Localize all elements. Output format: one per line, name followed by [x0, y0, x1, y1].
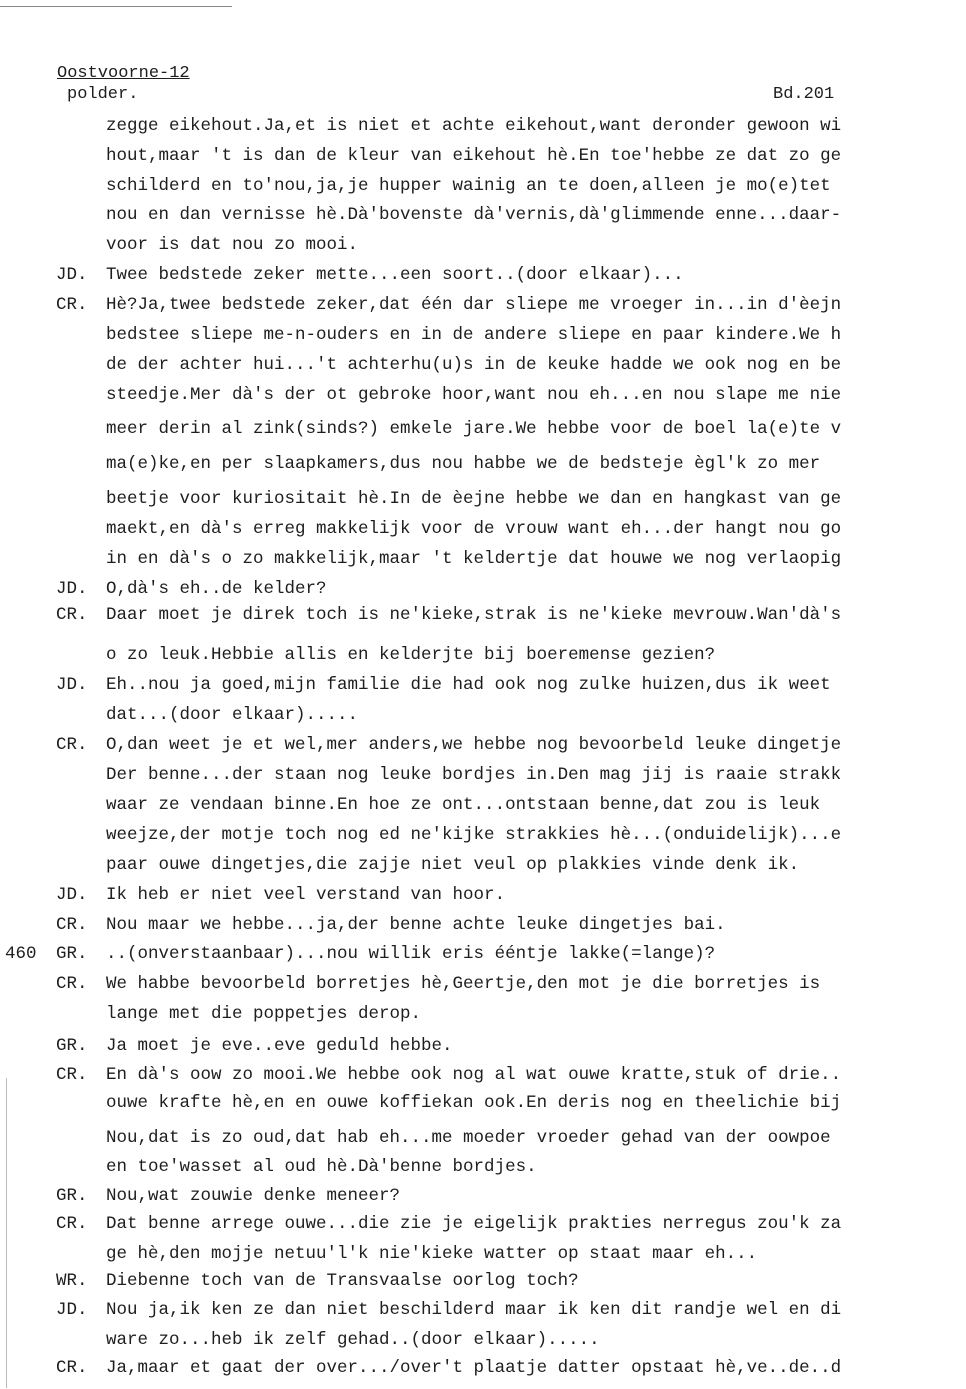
transcript-line [0, 1127, 966, 1149]
transcript-line [0, 704, 966, 726]
transcript-line [0, 324, 966, 346]
utterance-text: maekt,en dà's erreg makkelijk voor de vrouw want eh...der hangt nou go [106, 519, 842, 539]
transcript-line [0, 794, 966, 816]
utterance-text: Diebenne toch van de Transvaalse oorlog toch? [106, 1271, 579, 1291]
transcript-line [0, 854, 966, 876]
utterance-text: en toe'wasset al oud hè.Dà'benne bordjes. [106, 1157, 537, 1177]
utterance-text: in en dà's o zo makkelijk,maar 't keldertje dat houwe we nog verlaopig [106, 549, 842, 569]
speaker-label: CR. [56, 1358, 88, 1378]
transcript-line [0, 1357, 966, 1379]
page-reference: Bd.201 [773, 85, 835, 104]
utterance-text: ge hè,den mojje netuu'l'k nie'kieke watter op staat maar eh... [106, 1244, 758, 1264]
speaker-label: CR. [56, 605, 88, 625]
utterance-text: voor is dat nou zo mooi. [106, 235, 359, 255]
speaker-label: CR. [56, 915, 88, 935]
transcript-line [0, 943, 966, 965]
transcript-line [0, 1064, 966, 1086]
transcript-line [0, 1003, 966, 1025]
sublocation-heading: polder. [67, 85, 139, 104]
utterance-text: Nou maar we hebbe...ja,der benne achte leuke dingetjes bai. [106, 915, 726, 935]
utterance-text: Nou,dat is zo oud,dat hab eh...me moeder vroeder gehad van der oowpoe [106, 1128, 831, 1148]
transcript-line [0, 1243, 966, 1265]
transcript-line [0, 354, 966, 376]
speaker-label: GR. [56, 944, 88, 964]
transcript-line [0, 115, 966, 137]
utterance-text: meer derin al zink(sinds?) emkele jare.We hebbe voor de boel la(e)te v [106, 419, 842, 439]
transcript-line [0, 1213, 966, 1235]
utterance-text: Ja,maar et gaat der over.../over't plaatje datter opstaat hè,ve..de..d [106, 1358, 842, 1378]
speaker-label: CR. [56, 974, 88, 994]
utterance-text: lange met die poppetjes derop. [106, 1004, 422, 1024]
utterance-text: Ik heb er niet veel verstand van hoor. [106, 885, 506, 905]
transcript-line [0, 914, 966, 936]
utterance-text: de der achter hui...'t achterhu(u)s in de keuke hadde we ook nog en be [106, 355, 842, 375]
transcript-line [0, 234, 966, 256]
utterance-text: ma(e)ke,en per slaapkamers,dus nou habbe we de bedsteje ègl'k zo mer [106, 454, 821, 474]
utterance-text: o zo leuk.Hebbie allis en kelderjte bij boeremense gezien? [106, 645, 716, 665]
transcript-line [0, 1329, 966, 1351]
utterance-text: bedstee sliepe me-n-ouders en in de andere sliepe en paar kindere.We h [106, 325, 842, 345]
utterance-text: ouwe krafte hè,en en ouwe koffiekan ook.En deris nog en theelichie bij [106, 1093, 842, 1113]
utterance-text: paar ouwe dingetjes,die zajje niet veul op plakkies vinde denk ik. [106, 855, 800, 875]
transcript-line [0, 1299, 966, 1321]
transcript-line [0, 204, 966, 226]
utterance-text: Twee bedstede zeker mette...een soort..(door elkaar)... [106, 265, 684, 285]
transcript-line [0, 1185, 966, 1207]
transcript-line [0, 145, 966, 167]
utterance-text: schilderd en to'nou,ja,je hupper wainig an te doen,alleen je mo(e)tet [106, 176, 831, 196]
transcript-line [0, 734, 966, 756]
transcript-line [0, 1035, 966, 1057]
speaker-label: JD. [56, 1300, 88, 1320]
transcript-line [0, 644, 966, 666]
transcript-line [0, 604, 966, 626]
utterance-text: Daar moet je direk toch is ne'kieke,strak is ne'kieke mevrouw.Wan'dà's [106, 605, 842, 625]
utterance-text: O,dà's eh..de kelder? [106, 579, 327, 599]
utterance-text: zegge eikehout.Ja,et is niet et achte eikehout,want deronder gewoon wi [106, 116, 842, 136]
speaker-label: CR. [56, 295, 88, 315]
line-number: 460 [5, 944, 37, 964]
transcript-line [0, 384, 966, 406]
utterance-text: beetje voor kuriositait hè.In de èejne hebbe we dan en hangkast van ge [106, 489, 842, 509]
transcript-line [0, 578, 966, 600]
speaker-label: WR. [56, 1271, 88, 1291]
utterance-text: En dà's oow zo mooi.We hebbe ook nog al wat ouwe kratte,stuk of drie.. [106, 1065, 842, 1085]
transcript-line [0, 884, 966, 906]
transcript-line [0, 488, 966, 510]
top-rule [0, 6, 232, 7]
utterance-text: Nou,wat zouwie denke meneer? [106, 1186, 401, 1206]
transcript-line [0, 824, 966, 846]
speaker-label: CR. [56, 1214, 88, 1234]
transcript-line [0, 453, 966, 475]
transcript-line [0, 294, 966, 316]
transcript-line [0, 1156, 966, 1178]
utterance-text: Hè?Ja,twee bedstede zeker,dat één dar sliepe me vroeger in...in d'èejn [106, 295, 842, 315]
transcript-line [0, 1092, 966, 1114]
speaker-label: CR. [56, 735, 88, 755]
transcript-line [0, 674, 966, 696]
speaker-label: JD. [56, 579, 88, 599]
transcript-line [0, 518, 966, 540]
utterance-text: waar ze vendaan binne.En hoe ze ont...ontstaan benne,dat zou is leuk [106, 795, 821, 815]
transcript-line [0, 418, 966, 440]
utterance-text: steedje.Mer dà's der ot gebroke hoor,want nou eh...en nou slape me nie [106, 385, 842, 405]
location-heading: Oostvoorne-12 [57, 64, 190, 83]
utterance-text: ware zo...heb ik zelf gehad..(door elkaar)..... [106, 1330, 600, 1350]
transcript-line [0, 175, 966, 197]
utterance-text: Dat benne arrege ouwe...die zie je eigelijk prakties nerregus zou'k za [106, 1214, 842, 1234]
utterance-text: ..(onverstaanbaar)...nou willik eris ééntje lakke(=lange)? [106, 944, 716, 964]
utterance-text: Nou ja,ik ken ze dan niet beschilderd maar ik ken dit randje wel en di [106, 1300, 842, 1320]
speaker-label: GR. [56, 1186, 88, 1206]
speaker-label: CR. [56, 1065, 88, 1085]
transcript-line [0, 973, 966, 995]
utterance-text: Ja moet je eve..eve geduld hebbe. [106, 1036, 453, 1056]
speaker-label: JD. [56, 675, 88, 695]
utterance-text: Der benne...der staan nog leuke bordjes in.Den mag jij is raaie strakk [106, 765, 842, 785]
utterance-text: We habbe bevoorbeld borretjes hè,Geertje,den mot je die borretjes is [106, 974, 821, 994]
utterance-text: nou en dan vernisse hè.Dà'bovenste dà'vernis,dà'glimmende enne...daar- [106, 205, 842, 225]
speaker-label: JD. [56, 885, 88, 905]
utterance-text: dat...(door elkaar)..... [106, 705, 359, 725]
utterance-text: weejze,der motje toch nog ed ne'kijke strakkies hè...(onduidelijk)...e [106, 825, 842, 845]
utterance-text: O,dan weet je et wel,mer anders,we hebbe nog bevoorbeld leuke dingetje [106, 735, 842, 755]
transcript-line [0, 264, 966, 286]
transcript-line [0, 1270, 966, 1292]
transcript-line [0, 548, 966, 570]
utterance-text: hout,maar 't is dan de kleur van eikehout hè.En toe'hebbe ze dat zo ge [106, 146, 842, 166]
speaker-label: GR. [56, 1036, 88, 1056]
utterance-text: Eh..nou ja goed,mijn familie die had ook nog zulke huizen,dus ik weet [106, 675, 831, 695]
speaker-label: JD. [56, 265, 88, 285]
transcript-line [0, 764, 966, 786]
